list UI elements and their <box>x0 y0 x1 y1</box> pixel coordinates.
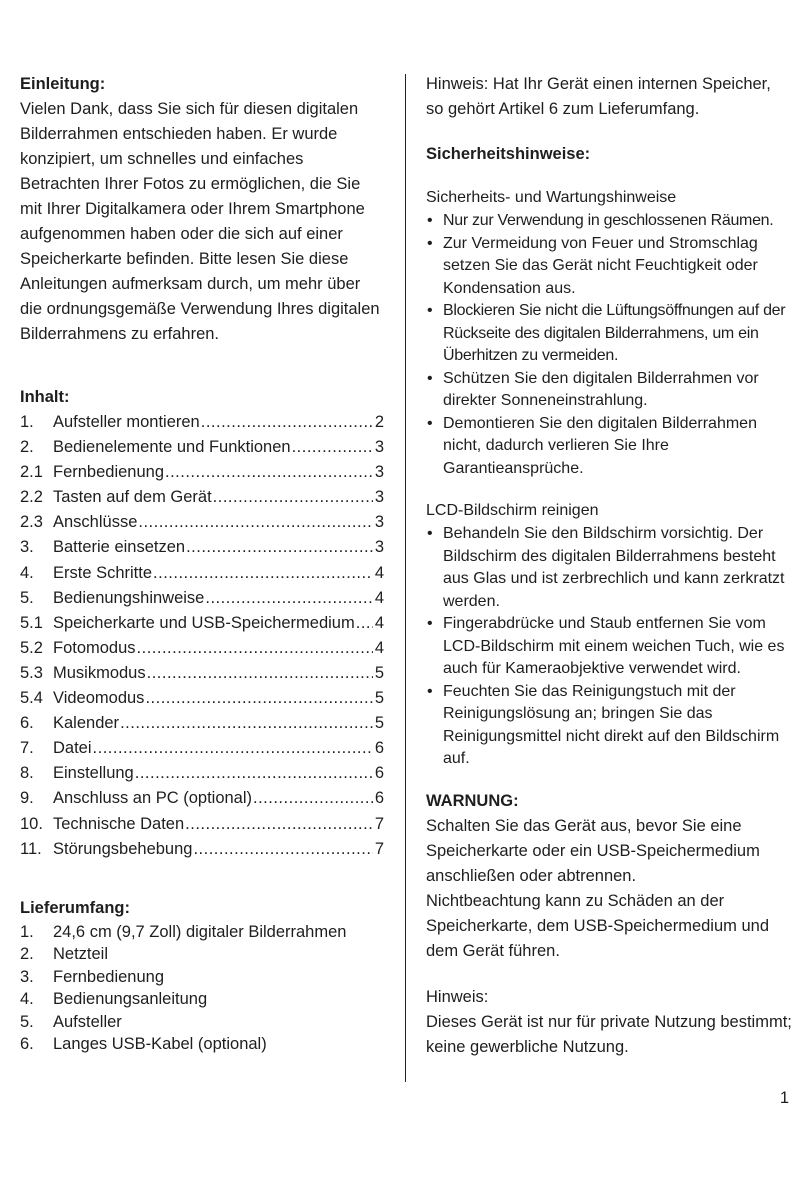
toc-title: Bedienungshinweise <box>53 588 205 607</box>
toc-page: 2 <box>374 413 384 431</box>
warning-consequence: Nichtbeachtung kann zu Schäden an der Speicherkarte, dem USB-Speichermedium und dem Gerät führen. <box>426 891 769 960</box>
contents-number: 2. <box>20 945 34 964</box>
toc-number: 5.1 <box>20 613 43 632</box>
safety-item: • Zur Vermeidung von Feuer und Stromschlag setzen Sie das Gerät nicht Feuchtigkeit oder Kondensation aus. <box>426 233 792 301</box>
toc-number: 2.1 <box>20 463 43 482</box>
warning-heading: WARNUNG: <box>426 791 519 810</box>
toc-leader <box>137 636 373 661</box>
toc-leader <box>201 410 373 435</box>
toc-list <box>20 410 384 862</box>
toc-title: Speicherkarte und USB-Speichermedium <box>53 613 355 632</box>
contents-section <box>20 896 384 1056</box>
contents-item <box>20 943 384 966</box>
toc-section <box>20 385 384 862</box>
toc-page: 6 <box>374 789 384 808</box>
contents-text: 24,6 cm (9,7 Zoll) digitaler Bilderrahmen <box>53 922 347 941</box>
right-column <box>426 72 792 1060</box>
toc-leader <box>147 661 373 686</box>
toc-number: 2.2 <box>20 488 43 507</box>
toc-page: 7 <box>374 814 384 833</box>
toc-title: Erste Schritte <box>53 563 153 582</box>
toc-leader <box>205 586 373 611</box>
toc-entry <box>20 761 384 786</box>
memory-note: Hinweis: Hat Ihr Gerät einen internen Speicher, so gehört Artikel 6 zum Lieferumfang. <box>426 75 771 118</box>
toc-leader <box>356 611 373 636</box>
toc-page: 4 <box>374 613 384 632</box>
toc-page: 5 <box>374 714 384 733</box>
toc-number: 7. <box>20 739 34 758</box>
lcd-item: • Feuchten Sie das Reinigungstuch mit der Reinigungslösung an; bringen Sie das Reinigungsmittel nicht direkt auf den Bildschirm auf. <box>426 681 792 771</box>
toc-leader <box>135 761 373 786</box>
toc-page: 6 <box>374 764 384 783</box>
lcd-list <box>426 523 792 771</box>
safety-list <box>426 210 792 480</box>
toc-title: Kalender <box>53 714 120 733</box>
toc-entry <box>20 837 384 862</box>
toc-heading: Inhalt: <box>20 388 70 406</box>
toc-entry <box>20 460 384 485</box>
toc-title: Musikmodus <box>53 663 146 682</box>
toc-number: 9. <box>20 789 34 808</box>
toc-entry <box>20 611 384 636</box>
toc-page: 4 <box>374 588 384 607</box>
toc-page: 5 <box>374 689 384 708</box>
contents-item <box>20 921 384 944</box>
usage-note-text: Dieses Gerät ist nur für private Nutzung bestimmt; keine gewerbliche Nutzung. <box>426 1012 792 1056</box>
toc-title: Batterie einsetzen <box>53 538 186 557</box>
warning-section <box>426 789 792 964</box>
toc-leader <box>213 485 373 510</box>
toc-entry <box>20 410 384 435</box>
toc-entry <box>20 485 384 510</box>
contents-text: Netzteil <box>53 945 109 964</box>
intro-section <box>20 72 384 347</box>
toc-number: 5.3 <box>20 663 43 682</box>
toc-page: 3 <box>374 438 384 457</box>
toc-number: 2.3 <box>20 513 43 532</box>
safety-heading: Sicherheitshinweise: <box>426 145 591 163</box>
left-column <box>20 72 384 1056</box>
toc-title: Einstellung <box>53 764 134 783</box>
contents-number: 4. <box>20 990 34 1009</box>
contents-heading: Lieferumfang: <box>20 898 131 917</box>
page-number: 1 <box>779 1089 789 1107</box>
toc-page: 3 <box>374 463 384 482</box>
lcd-section <box>426 498 792 771</box>
toc-page: 3 <box>374 488 384 507</box>
toc-title: Anschlüsse <box>53 513 138 532</box>
toc-leader <box>185 812 373 837</box>
safety-item: • Blockieren Sie nicht die Lüftungsöffnungen auf der Rückseite des digitalen Bilderrahmens, um ein Überhitzen zu vermeiden. <box>426 300 792 368</box>
contents-number: 3. <box>20 967 34 986</box>
toc-number: 10. <box>20 814 43 833</box>
safety-item: • Schützen Sie den digitalen Bilderrahmen vor direkter Sonneneinstrahlung. <box>426 368 792 413</box>
safety-item: • Demontieren Sie den digitalen Bilderrahmen nicht, dadurch verlieren Sie Ihre Garantieansprüche. <box>426 413 792 481</box>
contents-item <box>20 988 384 1011</box>
intro-heading: Einleitung: <box>20 75 106 93</box>
toc-title: Technische Daten <box>53 814 185 833</box>
toc-number: 3. <box>20 538 34 557</box>
toc-entry <box>20 786 384 811</box>
toc-title: Störungsbehebung <box>53 839 193 858</box>
toc-entry <box>20 435 384 460</box>
toc-number: 6. <box>20 714 34 733</box>
contents-text: Langes USB-Kabel (optional) <box>53 1035 267 1054</box>
toc-entry <box>20 661 384 686</box>
contents-number: 6. <box>20 1035 34 1054</box>
safety-section <box>426 142 792 480</box>
toc-entry <box>20 812 384 837</box>
contents-number: 1. <box>20 922 34 941</box>
toc-entry <box>20 736 384 761</box>
toc-number: 5.4 <box>20 689 43 708</box>
contents-list <box>20 921 384 1056</box>
toc-leader <box>120 711 373 736</box>
toc-page: 5 <box>374 663 384 682</box>
toc-entry <box>20 686 384 711</box>
toc-entry <box>20 586 384 611</box>
contents-item <box>20 1011 384 1034</box>
contents-number: 5. <box>20 1012 34 1031</box>
toc-number: 5. <box>20 588 34 607</box>
toc-title: Datei <box>53 739 92 758</box>
toc-page: 4 <box>374 638 384 657</box>
toc-title: Videomodus <box>53 689 145 708</box>
toc-leader <box>186 535 373 560</box>
toc-page: 3 <box>374 538 384 557</box>
toc-entry <box>20 535 384 560</box>
toc-leader <box>145 686 373 711</box>
toc-number: 8. <box>20 764 34 783</box>
toc-page: 7 <box>374 839 384 858</box>
usage-note-heading: Hinweis: <box>426 987 489 1006</box>
toc-leader <box>153 561 373 586</box>
contents-item <box>20 1033 384 1056</box>
toc-leader <box>93 736 373 761</box>
lcd-subheading: LCD-Bildschirm reinigen <box>426 502 599 519</box>
toc-leader <box>292 435 373 460</box>
toc-leader <box>253 786 373 811</box>
safety-subheading: Sicherheits- und Wartungshinweise <box>426 189 677 206</box>
toc-number: 5.2 <box>20 638 43 657</box>
toc-entry <box>20 510 384 535</box>
usage-note-section <box>426 985 792 1060</box>
contents-item <box>20 966 384 989</box>
toc-entry <box>20 711 384 736</box>
lcd-item: • Behandeln Sie den Bildschirm vorsichtig. Der Bildschirm des digitalen Bilderrahmens besteht aus Glas und ist zerbrechlich und kann zerkratzt werden. <box>426 523 792 613</box>
toc-number: 11. <box>20 839 42 858</box>
toc-leader <box>193 837 373 862</box>
toc-page: 3 <box>374 513 384 532</box>
contents-text: Bedienungsanleitung <box>53 990 208 1009</box>
toc-entry <box>20 636 384 661</box>
toc-title: Bedienelemente und Funktionen <box>53 438 291 457</box>
safety-item: • Nur zur Verwendung in geschlossenen Räumen. <box>426 210 792 233</box>
toc-leader <box>165 460 373 485</box>
toc-leader <box>138 510 373 535</box>
toc-page: 4 <box>374 563 384 582</box>
toc-number: 1. <box>20 413 34 431</box>
toc-title: Aufsteller montieren <box>53 413 200 431</box>
warning-text: Schalten Sie das Gerät aus, bevor Sie eine Speicherkarte oder ein USB-Speichermedium anschließen oder abtrennen. <box>426 816 760 885</box>
column-divider <box>405 74 406 1082</box>
lcd-item: • Fingerabdrücke und Staub entfernen Sie vom LCD-Bildschirm mit einem weichen Tuch, wie es auch für Kameraobjektive verwendet wird. <box>426 613 792 681</box>
toc-title: Fotomodus <box>53 638 136 657</box>
toc-entry <box>20 561 384 586</box>
toc-title: Anschluss an PC (optional) <box>53 789 253 808</box>
contents-text: Fernbedienung <box>53 967 165 986</box>
intro-text: Vielen Dank, dass Sie sich für diesen digitalen Bilderrahmen entschieden haben. Er wurde konzipiert, um schnelles und einfaches Betrachten Ihrer Fotos zu ermöglichen, die Sie mit Ihrer Digitalkamera oder Ihrem Smartphone aufgenommen haben oder die sich auf einer Speicherkarte befinden. Bitte lesen Sie diese Anleitungen aufmerksam durch, um mehr über die ordnungsgemäße Verwendung Ihres digitalen Bilderrahmens zu erfahren. <box>20 100 380 343</box>
contents-text: Aufsteller <box>53 1012 122 1031</box>
toc-number: 4. <box>20 563 34 582</box>
toc-page: 6 <box>374 739 384 758</box>
toc-title: Tasten auf dem Gerät <box>53 488 212 507</box>
toc-title: Fernbedienung <box>53 463 165 482</box>
toc-number: 2. <box>20 438 34 457</box>
